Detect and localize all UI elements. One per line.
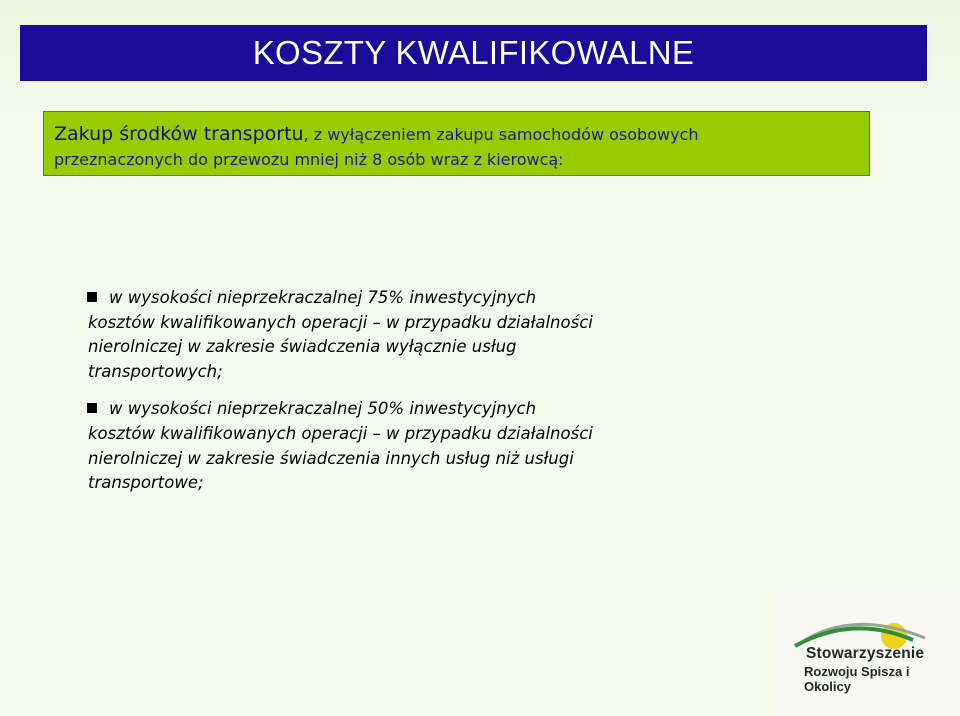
logo-name-line1: Stowarzyszenie [806,645,925,662]
intro-line-2: przeznaczonych do przewozu mniej niż 8 osób wraz z kierowcą: [54,150,564,169]
bullet-line [88,286,728,311]
bullet-line: kosztów kwalifikowanych operacji – w przypadku działalności [88,312,593,332]
bullet-item [88,286,728,384]
organization-logo [773,590,960,716]
intro-line-1 [54,122,859,147]
bullet-line: transportowe; [88,473,204,493]
bullet-line: transportowych; [88,361,223,381]
bullet-text: w wysokości nieprzekraczalnej 50% inwestycyjnych [109,399,537,419]
square-bullet-icon [87,403,97,413]
logo-name-line2: Rozwoju Spisza i Okolicy [804,664,910,694]
bullet-line [88,397,728,422]
page-title: KOSZTY KWALIFIKOWALNE [252,34,695,71]
bullet-line: kosztów kwalifikowanych operacji – w przypadku działalności [88,423,593,443]
square-bullet-icon [87,292,97,302]
bullet-line: nierolniczej w zakresie świadczenia wyłącznie usług [88,337,517,357]
intro-box [43,111,870,176]
bullet-list [88,286,728,509]
title-bar [20,25,927,81]
bullet-item [88,397,728,495]
intro-line-1-rest: , z wyłączeniem zakupu samochodów osobowych [303,125,699,144]
bullet-line: nierolniczej w zakresie świadczenia innych usług niż usługi [88,448,574,468]
intro-bold-text: Zakup środków transportu [54,123,304,145]
bullet-text: w wysokości nieprzekraczalnej 75% inwestycyjnych [109,288,537,307]
